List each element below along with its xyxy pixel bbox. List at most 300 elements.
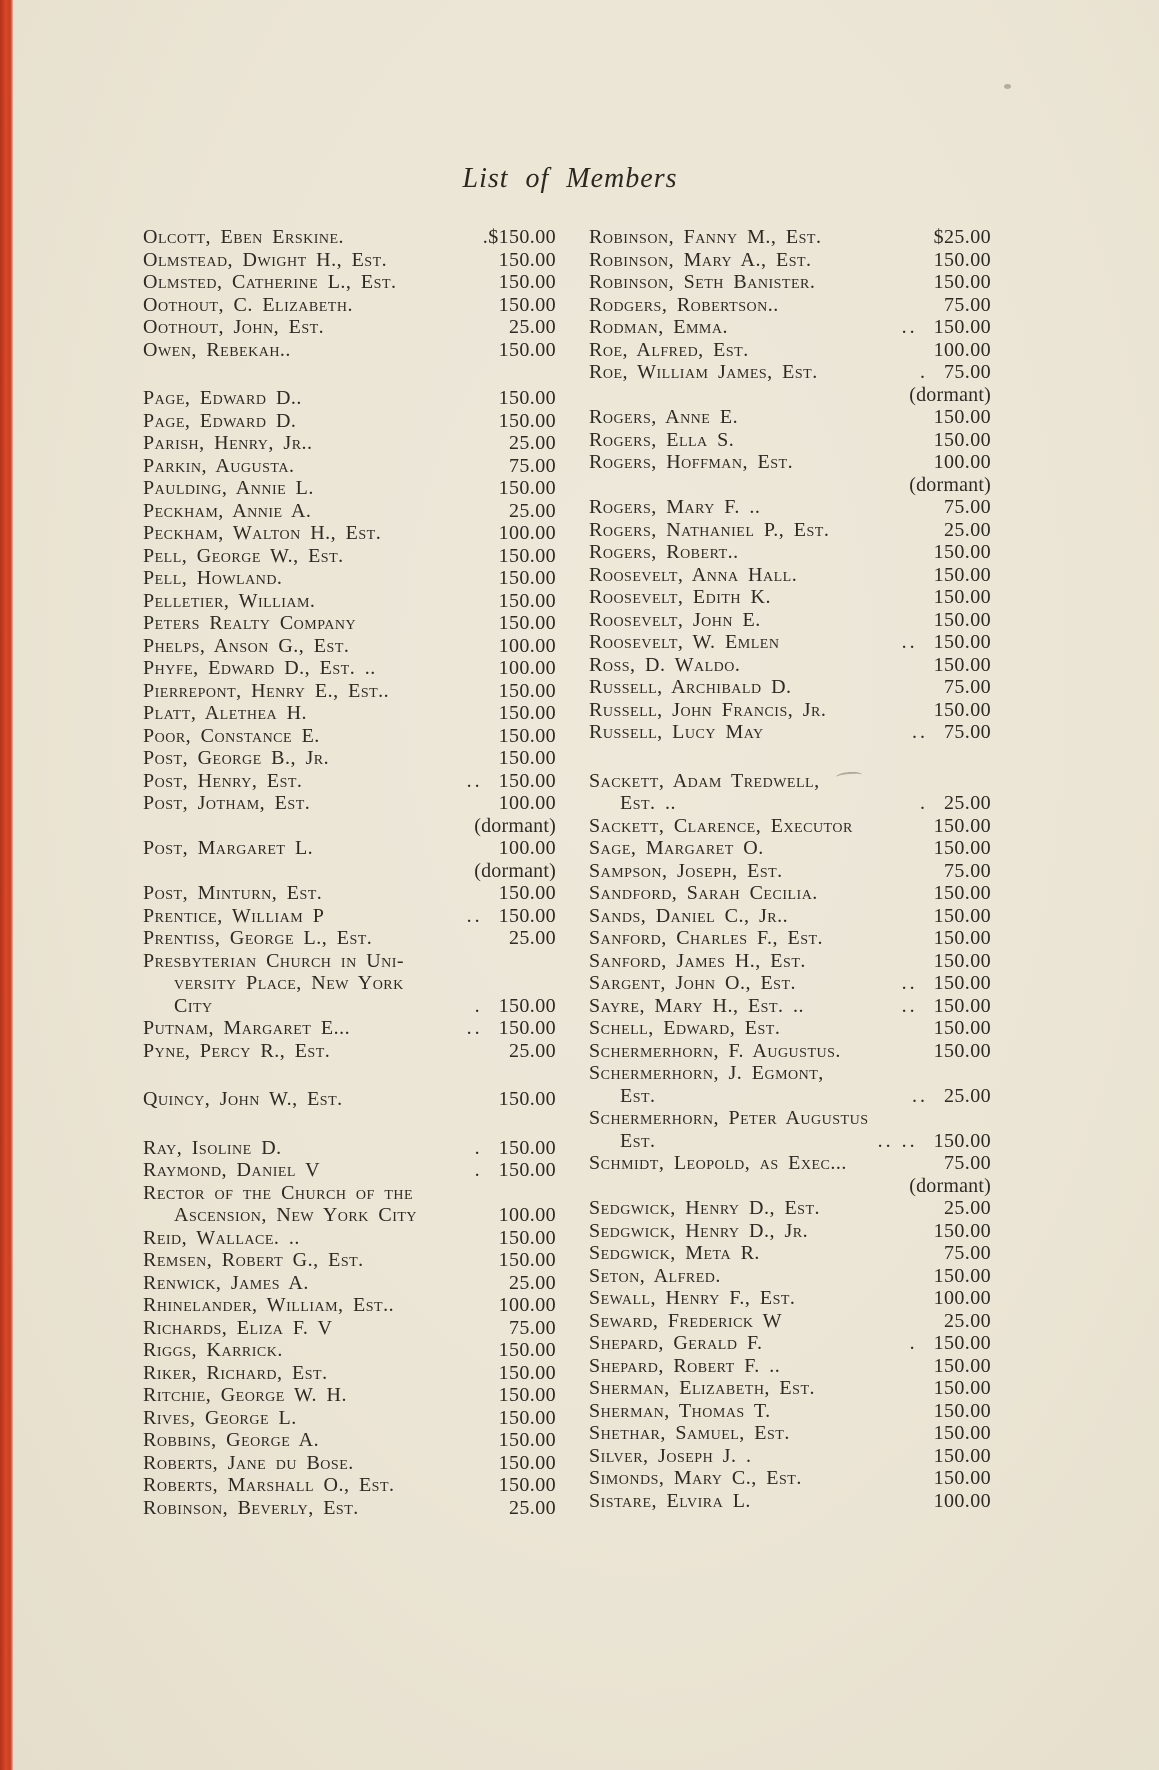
amount-group	[499, 657, 556, 680]
member-name: Roosevelt, Edith K.	[589, 586, 771, 608]
member-amount: 150.00	[498, 1226, 556, 1249]
amount-group	[509, 1040, 556, 1063]
amount-group	[509, 1272, 556, 1295]
member-amount: 75.00	[944, 859, 991, 882]
member-row	[143, 1452, 556, 1475]
amount-group	[934, 406, 991, 429]
dormant-note: (dormant)	[909, 473, 991, 496]
member-row	[589, 1040, 991, 1063]
amount-group	[509, 927, 556, 950]
amount-group	[934, 927, 991, 950]
member-row	[143, 271, 556, 294]
amount-group	[475, 1137, 556, 1160]
member-name: Paulding, Annie L.	[143, 477, 314, 499]
member-row	[143, 1294, 556, 1317]
member-name: Riker, Richard, Est.	[143, 1361, 328, 1384]
member-name: Sherman, Elizabeth, Est.	[589, 1377, 815, 1399]
amount-group	[499, 1407, 556, 1430]
member-amount: 100.00	[498, 1204, 556, 1226]
member-row	[589, 631, 991, 654]
member-amount: 150.00	[498, 612, 556, 634]
member-amount: 100.00	[498, 634, 556, 657]
member-amount: 150.00	[933, 698, 991, 721]
amount-group	[920, 361, 991, 384]
amount-group	[499, 567, 556, 590]
amount-group	[499, 1294, 556, 1317]
member-amount: 150.00	[933, 814, 991, 837]
member-amount: 25.00	[509, 927, 556, 949]
member-name: City	[174, 994, 213, 1017]
amount-group	[483, 226, 556, 249]
member-name: Robbins, George A.	[143, 1429, 320, 1451]
member-amount: 150.00	[933, 1129, 991, 1152]
member-row	[589, 249, 991, 272]
member-name: Russell, Lucy May	[589, 721, 764, 743]
amount-group	[499, 1384, 556, 1407]
member-amount: 150.00	[498, 248, 556, 271]
member-name: Remsen, Robert G., Est.	[143, 1249, 364, 1271]
member-row	[589, 1467, 991, 1490]
member-name: Post, George B., Jr.	[143, 747, 330, 769]
member-amount: 25.00	[944, 1084, 991, 1107]
member-amount: 150.00	[933, 248, 991, 271]
amount-group	[499, 410, 556, 433]
member-row	[143, 1497, 556, 1520]
dot-leader: .	[920, 792, 928, 814]
amount-group	[499, 477, 556, 500]
amount-group	[944, 676, 991, 699]
member-name: Est.	[620, 1084, 656, 1107]
amount-group	[934, 541, 991, 564]
member-amount: 25.00	[509, 1496, 556, 1519]
member-row	[143, 500, 556, 523]
member-row	[589, 361, 991, 384]
amount-group	[499, 522, 556, 545]
member-name: Sanford, James H., Est.	[589, 949, 806, 972]
member-row	[589, 1220, 991, 1243]
amount-group	[934, 1287, 991, 1310]
member-row	[589, 271, 991, 294]
member-name: Russell, John Francis, Jr.	[589, 698, 827, 721]
member-name: Poor, Constance E.	[143, 724, 320, 747]
member-name: Olmsted, Catherine L., Est.	[143, 271, 397, 293]
member-amount: 150.00	[933, 1444, 991, 1467]
member-row	[589, 882, 991, 905]
amount-group	[934, 699, 991, 722]
member-row	[143, 1272, 556, 1295]
member-name: Reid, Wallace. ..	[143, 1226, 300, 1249]
dot-leader: ..	[901, 972, 918, 994]
amount-group	[499, 1088, 556, 1111]
dormant-note: (dormant)	[474, 859, 556, 882]
member-name: Sayre, Mary H., Est. ..	[589, 994, 805, 1017]
member-name: Peters Realty Company	[143, 612, 357, 634]
member-name: Sedgwick, Henry D., Jr.	[589, 1219, 809, 1242]
member-name: Roe, William James, Est.	[589, 361, 818, 383]
member-amount: 100.00	[498, 1294, 556, 1316]
amount-group	[499, 635, 556, 658]
member-name: Sargent, John O., Est.	[589, 972, 797, 994]
amount-group	[499, 387, 556, 410]
amount-group	[912, 721, 991, 744]
member-row	[143, 1227, 556, 1250]
amount-group	[902, 316, 991, 339]
member-name: Rogers, Robert..	[589, 541, 739, 563]
member-name: Silver, Joseph J. .	[589, 1444, 752, 1467]
member-name: Sampson, Joseph, Est.	[589, 859, 783, 882]
amount-group	[934, 271, 991, 294]
member-row	[143, 1088, 556, 1111]
member-name: Roosevelt, W. Emlen	[589, 631, 780, 653]
member-row	[589, 339, 991, 362]
amount-group	[499, 725, 556, 748]
dot-leader: .	[920, 361, 928, 383]
member-amount: 150.00	[933, 949, 991, 972]
scan-artifact-dot	[1004, 84, 1011, 89]
member-row	[589, 1062, 991, 1085]
member-row	[143, 410, 556, 433]
member-amount: 150.00	[933, 1377, 991, 1399]
member-amount: 25.00	[944, 1197, 991, 1219]
member-row	[143, 657, 556, 680]
member-name: Roberts, Jane du Bose.	[143, 1451, 354, 1474]
member-name: Ascension, New York City	[174, 1204, 418, 1226]
member-row	[589, 406, 991, 429]
member-name: Post, Jotham, Est.	[143, 792, 311, 814]
member-row	[589, 1445, 991, 1468]
amount-group	[475, 995, 556, 1018]
amount-group	[944, 1310, 991, 1333]
amount-group	[934, 882, 991, 905]
amount-group	[944, 1242, 991, 1265]
member-amount: 150.00	[933, 653, 991, 676]
amount-group	[509, 1497, 556, 1520]
amount-group	[474, 860, 556, 883]
member-row	[143, 316, 556, 339]
member-row	[143, 792, 556, 815]
amount-group	[934, 1445, 991, 1468]
member-name: Rogers, Nathaniel P., Est.	[589, 518, 830, 541]
member-row	[143, 702, 556, 725]
member-row	[589, 586, 991, 609]
member-row	[589, 792, 991, 815]
amount-group	[920, 792, 991, 815]
member-amount: 150.00	[498, 1249, 556, 1271]
member-name: Presbyterian Church in Uni-	[143, 949, 405, 972]
member-amount: 100.00	[933, 451, 991, 473]
member-name: Owen, Rebekah..	[143, 338, 291, 361]
member-amount: 150.00	[933, 1039, 991, 1062]
member-amount: 150.00	[498, 544, 556, 567]
member-name: Sewall, Henry F., Est.	[589, 1287, 796, 1309]
member-amount: 100.00	[498, 792, 556, 814]
dot-leader: ..	[912, 721, 928, 743]
amount-group	[934, 950, 991, 973]
amount-group	[934, 837, 991, 860]
member-name: Simonds, Mary C., Est.	[589, 1467, 802, 1489]
amount-group	[509, 1317, 556, 1340]
amount-group	[499, 1452, 556, 1475]
amount-group	[467, 1017, 556, 1040]
member-name: Peckham, Walton H., Est.	[143, 522, 382, 544]
amount-group	[499, 249, 556, 272]
amount-group	[934, 1017, 991, 1040]
member-amount: 150.00	[498, 1451, 556, 1474]
member-name: Raymond, Daniel V	[143, 1159, 321, 1181]
member-amount: 150.00	[933, 271, 991, 293]
member-amount: 150.00	[498, 994, 556, 1017]
member-amount: 150.00	[498, 1384, 556, 1406]
member-row	[143, 455, 556, 478]
member-name: Sedgwick, Meta R.	[589, 1242, 760, 1264]
member-name: Robinson, Fanny M., Est.	[589, 226, 822, 248]
member-amount: 150.00	[933, 1264, 991, 1287]
amount-group	[909, 1175, 991, 1198]
amount-group	[499, 545, 556, 568]
member-amount: 25.00	[509, 499, 556, 522]
member-row	[143, 226, 556, 249]
member-row	[589, 496, 991, 519]
amount-group	[934, 586, 991, 609]
member-row	[143, 837, 556, 860]
member-name: Roosevelt, Anna Hall.	[589, 563, 798, 586]
member-name: Rector of the Church of the	[143, 1181, 414, 1204]
dot-leader: ..	[901, 631, 918, 653]
amount-group	[499, 1429, 556, 1452]
member-row	[143, 1017, 556, 1040]
member-row	[143, 477, 556, 500]
member-amount: 25.00	[944, 518, 991, 541]
member-row	[589, 1490, 991, 1513]
member-amount: 25.00	[509, 1271, 556, 1294]
member-row	[143, 1204, 556, 1227]
amount-group	[499, 1339, 556, 1362]
member-row	[143, 680, 556, 703]
member-amount: 150.00	[933, 1219, 991, 1242]
member-row	[143, 1384, 556, 1407]
member-row	[143, 1249, 556, 1272]
member-name: Parkin, Augusta.	[143, 454, 295, 477]
dot-leader: .	[474, 1136, 483, 1159]
member-row	[589, 564, 991, 587]
member-row	[589, 1310, 991, 1333]
member-row	[589, 294, 991, 317]
member-name: Ross, D. Waldo.	[589, 653, 741, 676]
member-row	[589, 950, 991, 973]
member-row	[143, 995, 556, 1018]
member-row	[143, 972, 556, 995]
member-row	[143, 1317, 556, 1340]
member-name: Roberts, Marshall O., Est.	[143, 1474, 395, 1496]
amount-group	[934, 609, 991, 632]
member-amount: 100.00	[933, 1489, 991, 1512]
amount-group	[909, 474, 991, 497]
member-amount: 100.00	[498, 837, 556, 859]
member-name: Rogers, Mary F. ..	[589, 496, 761, 518]
member-name: Post, Henry, Est.	[143, 769, 303, 792]
amount-group	[934, 564, 991, 587]
member-row	[589, 1287, 991, 1310]
dot-leader: ..	[901, 316, 918, 338]
member-amount: 150.00	[498, 567, 556, 589]
amount-group	[499, 590, 556, 613]
amount-group	[509, 316, 556, 339]
member-amount: 150.00	[498, 1159, 556, 1181]
dot-leader: ..	[901, 994, 918, 1017]
member-row	[589, 654, 991, 677]
member-row	[589, 1265, 991, 1288]
amount-group	[934, 429, 991, 452]
member-amount: 150.00	[498, 1339, 556, 1361]
member-row	[143, 950, 556, 973]
member-row	[589, 519, 991, 542]
member-row	[589, 451, 991, 474]
member-name: Roe, Alfred, Est.	[589, 338, 749, 361]
amount-group	[934, 451, 991, 474]
member-amount: 75.00	[944, 1242, 991, 1264]
member-row	[589, 1400, 991, 1423]
amount-group	[509, 500, 556, 523]
member-row	[589, 1355, 991, 1378]
amount-group	[467, 905, 556, 928]
member-amount: 100.00	[498, 657, 556, 679]
member-amount: 150.00	[933, 1017, 991, 1039]
member-name: Sandford, Sarah Cecilia.	[589, 882, 818, 904]
member-name: Post, Minturn, Est.	[143, 882, 323, 904]
member-row	[143, 590, 556, 613]
member-row	[589, 1130, 991, 1153]
member-name: Rhinelander, William, Est..	[143, 1294, 395, 1316]
amount-group	[509, 432, 556, 455]
member-amount: 150.00	[498, 1406, 556, 1429]
member-amount: 150.00	[498, 387, 556, 409]
member-name: Schermerhorn, F. Augustus.	[589, 1039, 841, 1062]
member-row	[589, 1107, 991, 1130]
member-amount: 150.00	[933, 1354, 991, 1377]
amount-group	[934, 339, 991, 362]
member-name: Renwick, James A.	[143, 1271, 309, 1294]
member-name: Phyfe, Edward D., Est. ..	[143, 657, 376, 679]
member-row	[589, 699, 991, 722]
member-name: Est.	[620, 1129, 656, 1152]
member-row	[143, 1137, 556, 1160]
member-name: Prentiss, George L., Est.	[143, 927, 373, 949]
amount-group	[878, 1130, 991, 1153]
member-name: Pierrepont, Henry E., Est..	[143, 679, 390, 702]
member-amount: 25.00	[509, 1039, 556, 1062]
member-row	[589, 905, 991, 928]
member-amount: 150.00	[933, 631, 991, 653]
member-row	[143, 1159, 556, 1182]
member-amount: 150.00	[498, 769, 556, 792]
member-row	[589, 1422, 991, 1445]
member-name: Russell, Archibald D.	[589, 676, 792, 698]
member-name: Shepard, Robert F. ..	[589, 1354, 781, 1377]
member-name: Robinson, Seth Banister.	[589, 271, 816, 293]
member-amount: 25.00	[944, 792, 991, 814]
member-amount: 75.00	[944, 361, 991, 383]
member-name: Schermerhorn, J. Egmont,	[589, 1062, 824, 1084]
amount-group	[499, 271, 556, 294]
member-name: Schell, Edward, Est.	[589, 1017, 781, 1039]
member-amount: 150.00	[933, 994, 991, 1017]
member-name: Sherman, Thomas T.	[589, 1399, 771, 1422]
member-amount: 150.00	[498, 1361, 556, 1384]
member-amount: 150.00	[498, 477, 556, 499]
member-amount: 150.00	[498, 1429, 556, 1451]
member-row	[143, 1429, 556, 1452]
amount-group	[944, 860, 991, 883]
member-row	[143, 294, 556, 317]
member-row	[589, 860, 991, 883]
member-row	[143, 522, 556, 545]
member-amount: 75.00	[944, 496, 991, 518]
member-amount: 150.00	[933, 972, 991, 994]
amount-group	[499, 837, 556, 860]
member-amount: 150.00	[498, 679, 556, 702]
amount-group	[499, 882, 556, 905]
amount-group	[499, 1474, 556, 1497]
amount-group	[944, 519, 991, 542]
member-amount: 150.00	[498, 293, 556, 316]
member-row	[143, 1040, 556, 1063]
member-name: Oothout, C. Elizabeth.	[143, 293, 353, 316]
member-row	[589, 1242, 991, 1265]
member-name: Sackett, Adam Tredwell,	[589, 769, 820, 792]
amount-group	[934, 226, 991, 249]
member-name: Ritchie, George W. H.	[143, 1384, 347, 1406]
member-name: Olcott, Eben Erskine.	[143, 226, 345, 248]
amount-group	[934, 905, 991, 928]
member-amount: 25.00	[509, 432, 556, 454]
amount-group	[934, 1220, 991, 1243]
member-amount: 100.00	[498, 522, 556, 544]
member-name: Rogers, Anne E.	[589, 406, 739, 428]
member-name: Richards, Eliza F. V	[143, 1316, 333, 1339]
member-name: Rodman, Emma.	[589, 316, 728, 338]
member-row	[143, 1182, 556, 1205]
member-amount: 150.00	[498, 1017, 556, 1039]
member-row	[589, 972, 991, 995]
member-name: Robinson, Beverly, Est.	[143, 1496, 359, 1519]
member-name: Pelletier, William.	[143, 589, 316, 612]
member-name: Shepard, Gerald F.	[589, 1332, 763, 1354]
amount-group	[944, 1197, 991, 1220]
member-row	[589, 316, 991, 339]
amount-group	[934, 654, 991, 677]
member-amount: 150.00	[498, 747, 556, 769]
member-amount: 75.00	[944, 1152, 991, 1174]
member-row	[589, 815, 991, 838]
member-amount: 150.00	[498, 702, 556, 724]
member-amount: 75.00	[944, 293, 991, 316]
member-row	[589, 1332, 991, 1355]
member-name: Putnam, Margaret E...	[143, 1017, 351, 1039]
amount-group	[499, 294, 556, 317]
member-amount: .$150.00	[482, 226, 556, 248]
member-row	[143, 545, 556, 568]
member-row	[143, 387, 556, 410]
amount-group	[934, 1490, 991, 1513]
dot-leader: .	[474, 1159, 483, 1181]
member-name: Pell, George W., Est.	[143, 544, 344, 567]
member-name: Prentice, William P	[143, 904, 325, 927]
member-name: Sands, Daniel C., Jr..	[589, 904, 789, 927]
member-row	[143, 747, 556, 770]
amount-group	[499, 1204, 556, 1227]
amount-group	[944, 294, 991, 317]
member-name: Schermerhorn, Peter Augustus	[589, 1107, 869, 1129]
